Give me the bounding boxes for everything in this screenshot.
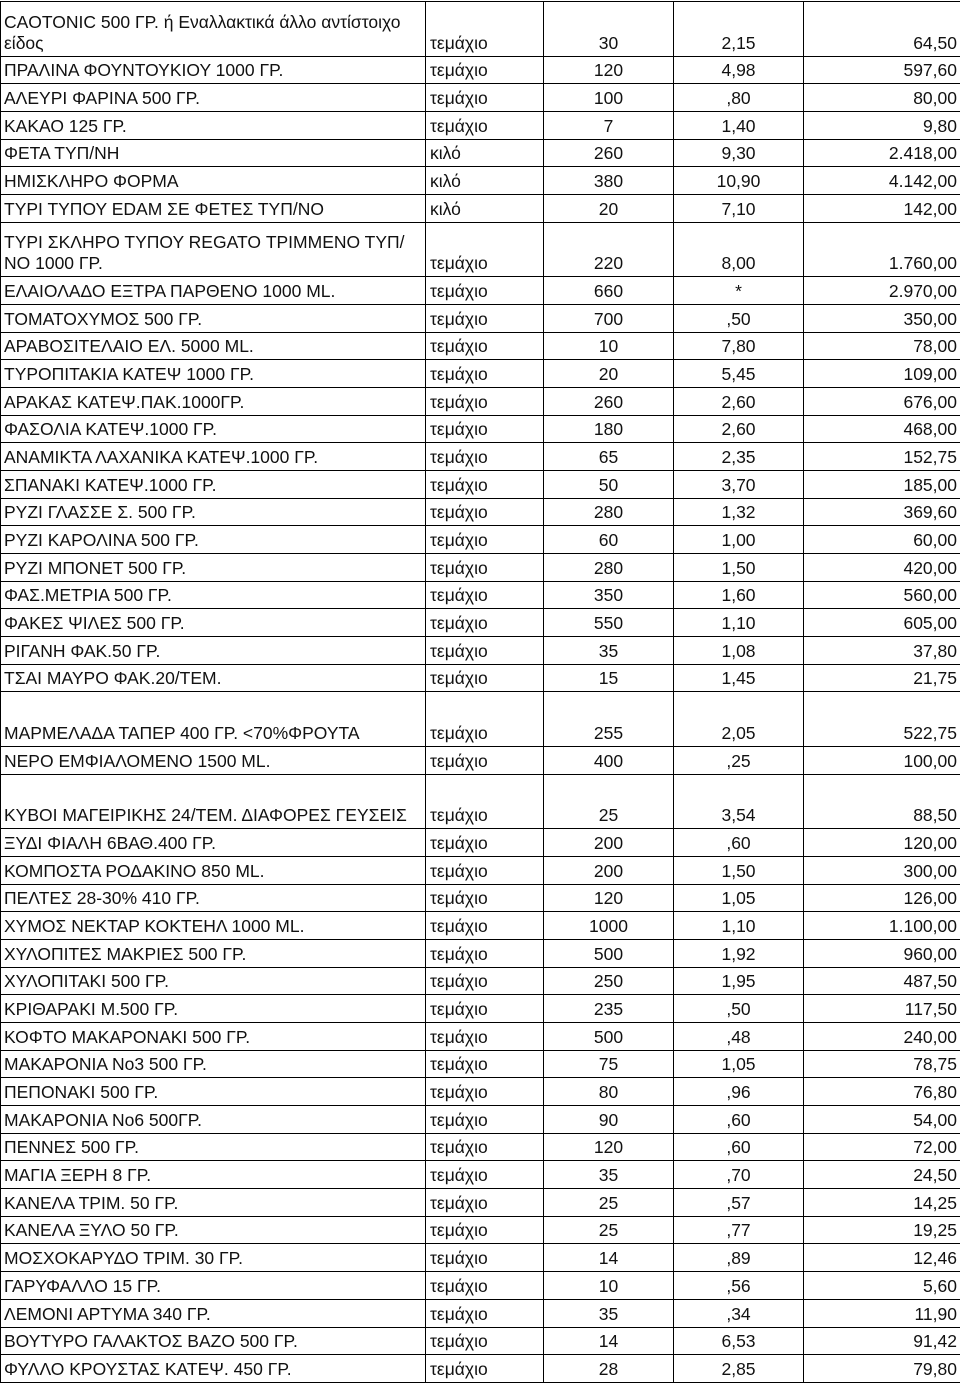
table-row	[1, 1244, 960, 1272]
table-row	[1, 554, 960, 582]
item-unit: τεμάχιο	[426, 443, 544, 471]
table-row	[1, 1327, 960, 1355]
item-description: ΗΜΙΣΚΛΗΡΟ ΦΟΡΜΑ	[1, 167, 426, 195]
item-unit: τεμάχιο	[426, 554, 544, 582]
item-total: 152,75	[804, 443, 960, 471]
item-quantity: 30	[544, 2, 674, 57]
item-total: 1.760,00	[804, 222, 960, 277]
table-row	[1, 222, 960, 277]
item-unit: τεμάχιο	[426, 912, 544, 940]
item-unit: τεμάχιο	[426, 1189, 544, 1217]
table-row	[1, 111, 960, 139]
table-row	[1, 637, 960, 665]
item-quantity: 60	[544, 526, 674, 554]
item-quantity: 500	[544, 939, 674, 967]
item-quantity: 180	[544, 415, 674, 443]
table-row	[1, 139, 960, 167]
item-total: 5,60	[804, 1272, 960, 1300]
item-unit-price: ,25	[674, 746, 804, 774]
item-quantity: 75	[544, 1050, 674, 1078]
item-unit-price: ,89	[674, 1244, 804, 1272]
item-unit-price: ,80	[674, 84, 804, 112]
item-quantity: 550	[544, 609, 674, 637]
item-quantity: 7	[544, 111, 674, 139]
item-unit-price: 1,92	[674, 939, 804, 967]
item-description: ΠΕΛΤΕΣ 28-30% 410 ΓΡ.	[1, 884, 426, 912]
item-unit: τεμάχιο	[426, 56, 544, 84]
item-unit: τεμάχιο	[426, 222, 544, 277]
item-description: ΤΥΡΙ ΤΥΠΟΥ EDAM ΣΕ ΦΕΤΕΣ ΤΥΠ/ΝΟ	[1, 194, 426, 222]
table-row	[1, 332, 960, 360]
item-unit-price: ,48	[674, 1022, 804, 1050]
item-quantity: 14	[544, 1244, 674, 1272]
item-description: ΕΛΑΙΟΛΑΔΟ ΕΞΤΡΑ ΠΑΡΘΕΝΟ 1000 ML.	[1, 277, 426, 305]
table-row	[1, 1161, 960, 1189]
item-description: ΑΡΑΒΟΣΙΤΕΛΑΙΟ ΕΛ. 5000 ML.	[1, 332, 426, 360]
item-description: ΦΕΤΑ ΤΥΠ/ΝΗ	[1, 139, 426, 167]
item-unit: τεμάχιο	[426, 470, 544, 498]
item-unit: τεμάχιο	[426, 1244, 544, 1272]
item-unit-price: ,77	[674, 1216, 804, 1244]
item-unit-price: ,57	[674, 1189, 804, 1217]
item-unit-price: 2,60	[674, 387, 804, 415]
table-row	[1, 664, 960, 692]
item-quantity: 15	[544, 664, 674, 692]
item-description: ΚΡΙΘΑΡΑΚΙ Μ.500 ΓΡ.	[1, 995, 426, 1023]
item-description: ΚΥΒΟΙ ΜΑΓΕΙΡΙΚΗΣ 24/ΤΕΜ. ΔΙΑΦΟΡΕΣ ΓΕΥΣΕΙΣ	[1, 774, 426, 829]
item-description: ΧΥΛΟΠΙΤΑΚΙ 500 ΓΡ.	[1, 967, 426, 995]
table-row	[1, 939, 960, 967]
item-unit: κιλό	[426, 139, 544, 167]
item-quantity: 280	[544, 498, 674, 526]
item-description: ΚΑΝΕΛΑ ΞΥΛΟ 50 ΓΡ.	[1, 1216, 426, 1244]
table-row	[1, 1133, 960, 1161]
item-unit: τεμάχιο	[426, 856, 544, 884]
table-row	[1, 856, 960, 884]
item-quantity: 660	[544, 277, 674, 305]
item-unit: τεμάχιο	[426, 884, 544, 912]
item-unit-price: ,56	[674, 1272, 804, 1300]
item-unit: τεμάχιο	[426, 1161, 544, 1189]
item-description: ΡΥΖΙ ΓΛΑΣΣΕ Σ. 500 ΓΡ.	[1, 498, 426, 526]
table-row	[1, 56, 960, 84]
item-unit: τεμάχιο	[426, 360, 544, 388]
item-total: 54,00	[804, 1106, 960, 1134]
item-unit-price: ,60	[674, 1133, 804, 1161]
item-description: ΧΥΛΟΠΙΤΕΣ ΜΑΚΡΙΕΣ 500 ΓΡ.	[1, 939, 426, 967]
item-description: ΠΕΝΝΕΣ 500 ΓΡ.	[1, 1133, 426, 1161]
item-unit: τεμάχιο	[426, 609, 544, 637]
item-total: 64,50	[804, 2, 960, 57]
table-row	[1, 1022, 960, 1050]
table-row	[1, 1272, 960, 1300]
item-description: ΠΕΠΟΝΑΚΙ 500 ΓΡ.	[1, 1078, 426, 1106]
item-description: ΚΑΚΑΟ 125 ΓΡ.	[1, 111, 426, 139]
item-unit: τεμάχιο	[426, 967, 544, 995]
table-row	[1, 995, 960, 1023]
table-row	[1, 387, 960, 415]
item-quantity: 400	[544, 746, 674, 774]
item-quantity: 50	[544, 470, 674, 498]
item-unit-price: ,96	[674, 1078, 804, 1106]
table-row	[1, 498, 960, 526]
table-row	[1, 526, 960, 554]
item-unit: κιλό	[426, 194, 544, 222]
item-unit-price: 1,60	[674, 581, 804, 609]
item-unit: τεμάχιο	[426, 995, 544, 1023]
item-total: 240,00	[804, 1022, 960, 1050]
table-row	[1, 167, 960, 195]
item-quantity: 250	[544, 967, 674, 995]
item-unit: τεμάχιο	[426, 692, 544, 747]
item-total: 2.418,00	[804, 139, 960, 167]
item-total: 88,50	[804, 774, 960, 829]
item-unit: τεμάχιο	[426, 526, 544, 554]
item-quantity: 120	[544, 56, 674, 84]
item-unit-price: 2,85	[674, 1355, 804, 1383]
item-description: ΚΟΦΤΟ ΜΑΚΑΡΟΝΑΚΙ 500 ΓΡ.	[1, 1022, 426, 1050]
item-quantity: 120	[544, 884, 674, 912]
item-unit-price: 7,10	[674, 194, 804, 222]
item-description: ΤΣΑΙ ΜΑΥΡΟ ΦΑΚ.20/ΤΕΜ.	[1, 664, 426, 692]
item-quantity: 260	[544, 387, 674, 415]
item-total: 109,00	[804, 360, 960, 388]
item-quantity: 200	[544, 829, 674, 857]
item-description: ΛΕΜΟΝΙ ΑΡΤΥΜΑ 340 ΓΡ.	[1, 1299, 426, 1327]
item-unit: τεμάχιο	[426, 1022, 544, 1050]
item-unit: τεμάχιο	[426, 498, 544, 526]
item-total: 78,75	[804, 1050, 960, 1078]
item-description: ΡΥΖΙ ΚΑΡΟΛΙΝΑ 500 ΓΡ.	[1, 526, 426, 554]
item-total: 14,25	[804, 1189, 960, 1217]
item-quantity: 200	[544, 856, 674, 884]
item-quantity: 25	[544, 1189, 674, 1217]
item-description: ΑΡΑΚΑΣ ΚΑΤΕΨ.ΠΑΚ.1000ΓΡ.	[1, 387, 426, 415]
item-total: 80,00	[804, 84, 960, 112]
table-row	[1, 1299, 960, 1327]
item-unit: τεμάχιο	[426, 1050, 544, 1078]
item-unit-price: 2,05	[674, 692, 804, 747]
item-total: 24,50	[804, 1161, 960, 1189]
item-total: 605,00	[804, 609, 960, 637]
items-table-body	[1, 2, 960, 1383]
item-unit: τεμάχιο	[426, 774, 544, 829]
item-quantity: 255	[544, 692, 674, 747]
item-quantity: 500	[544, 1022, 674, 1050]
item-unit-price: 10,90	[674, 167, 804, 195]
item-quantity: 700	[544, 304, 674, 332]
item-unit-price: 4,98	[674, 56, 804, 84]
item-unit-price: 5,45	[674, 360, 804, 388]
item-total: 350,00	[804, 304, 960, 332]
item-total: 1.100,00	[804, 912, 960, 940]
table-row	[1, 746, 960, 774]
item-unit-price: 1,10	[674, 609, 804, 637]
item-unit-price: 1,05	[674, 1050, 804, 1078]
item-quantity: 35	[544, 637, 674, 665]
items-table	[0, 1, 960, 1383]
item-description: ΑΛΕΥΡΙ ΦΑΡΙΝΑ 500 ΓΡ.	[1, 84, 426, 112]
item-total: 21,75	[804, 664, 960, 692]
item-description: ΜΟΣΧΟΚΑΡΥΔΟ ΤΡΙΜ. 30 ΓΡ.	[1, 1244, 426, 1272]
item-description: ΒΟΥΤΥΡΟ ΓΑΛΑΚΤΟΣ ΒΑΖΟ 500 ΓΡ.	[1, 1327, 426, 1355]
item-description: ΜΑΓΙΑ ΞΕΡΗ 8 ΓΡ.	[1, 1161, 426, 1189]
item-unit: τεμάχιο	[426, 1272, 544, 1300]
item-unit: τεμάχιο	[426, 746, 544, 774]
item-unit: τεμάχιο	[426, 581, 544, 609]
item-quantity: 100	[544, 84, 674, 112]
item-unit: τεμάχιο	[426, 637, 544, 665]
item-quantity: 120	[544, 1133, 674, 1161]
item-unit: τεμάχιο	[426, 1327, 544, 1355]
item-total: 9,80	[804, 111, 960, 139]
table-row	[1, 581, 960, 609]
item-total: 11,90	[804, 1299, 960, 1327]
item-quantity: 220	[544, 222, 674, 277]
item-unit-price: ,70	[674, 1161, 804, 1189]
item-unit-price: 2,60	[674, 415, 804, 443]
item-unit: τεμάχιο	[426, 84, 544, 112]
item-total: 300,00	[804, 856, 960, 884]
item-description: ΦΑΣ.ΜΕΤΡΙΑ 500 ΓΡ.	[1, 581, 426, 609]
item-total: 522,75	[804, 692, 960, 747]
item-description: ΧΥΜΟΣ ΝΕΚΤΑΡ ΚΟΚΤΕΗΛ 1000 ML.	[1, 912, 426, 940]
item-description: ΜΑΚΑΡΟΝΙΑ Νο3 500 ΓΡ.	[1, 1050, 426, 1078]
item-unit-price: 1,50	[674, 554, 804, 582]
item-quantity: 10	[544, 1272, 674, 1300]
item-total: 420,00	[804, 554, 960, 582]
item-unit-price: 1,45	[674, 664, 804, 692]
table-row	[1, 774, 960, 829]
table-row	[1, 1078, 960, 1106]
table-row	[1, 2, 960, 57]
item-unit: τεμάχιο	[426, 664, 544, 692]
item-total: 60,00	[804, 526, 960, 554]
item-total: 369,60	[804, 498, 960, 526]
item-description: ΦΑΚΕΣ ΨΙΛΕΣ 500 ΓΡ.	[1, 609, 426, 637]
item-unit-price: 2,35	[674, 443, 804, 471]
item-quantity: 260	[544, 139, 674, 167]
item-description: ΣΠΑΝΑΚΙ ΚΑΤΕΨ.1000 ΓΡ.	[1, 470, 426, 498]
item-total: 37,80	[804, 637, 960, 665]
item-unit: τεμάχιο	[426, 387, 544, 415]
table-row	[1, 1216, 960, 1244]
item-description: ΦΑΣΟΛΙΑ ΚΑΤΕΨ.1000 ΓΡ.	[1, 415, 426, 443]
item-unit: τεμάχιο	[426, 939, 544, 967]
item-description: ΚΑΝΕΛΑ ΤΡΙΜ. 50 ΓΡ.	[1, 1189, 426, 1217]
item-description: ΝΕΡΟ ΕΜΦΙΑΛΟΜΕΝΟ 1500 ML.	[1, 746, 426, 774]
item-quantity: 35	[544, 1161, 674, 1189]
table-row	[1, 1355, 960, 1383]
item-unit: τεμάχιο	[426, 829, 544, 857]
item-unit-price: *	[674, 277, 804, 305]
item-unit: τεμάχιο	[426, 332, 544, 360]
item-quantity: 350	[544, 581, 674, 609]
table-row	[1, 692, 960, 747]
item-unit: κιλό	[426, 167, 544, 195]
item-unit-price: 8,00	[674, 222, 804, 277]
item-unit-price: 1,10	[674, 912, 804, 940]
item-total: 126,00	[804, 884, 960, 912]
item-description: ΑΝΑΜΙΚΤΑ ΛΑΧΑΝΙΚΑ ΚΑΤΕΨ.1000 ΓΡ.	[1, 443, 426, 471]
item-unit-price: ,60	[674, 1106, 804, 1134]
table-row	[1, 304, 960, 332]
item-unit: τεμάχιο	[426, 1133, 544, 1161]
item-unit-price: 1,40	[674, 111, 804, 139]
item-unit: τεμάχιο	[426, 1078, 544, 1106]
item-unit: τεμάχιο	[426, 1106, 544, 1134]
item-unit: τεμάχιο	[426, 111, 544, 139]
item-unit-price: 3,54	[674, 774, 804, 829]
item-description: ΤΥΡΟΠΙΤΑΚΙΑ ΚΑΤΕΨ 1000 ΓΡ.	[1, 360, 426, 388]
table-row	[1, 912, 960, 940]
item-total: 120,00	[804, 829, 960, 857]
table-row	[1, 829, 960, 857]
item-unit-price: 1,95	[674, 967, 804, 995]
item-unit-price: 1,32	[674, 498, 804, 526]
item-quantity: 1000	[544, 912, 674, 940]
item-unit-price: 3,70	[674, 470, 804, 498]
table-row	[1, 360, 960, 388]
item-quantity: 20	[544, 360, 674, 388]
item-unit-price: 2,15	[674, 2, 804, 57]
item-total: 78,00	[804, 332, 960, 360]
item-unit-price: 7,80	[674, 332, 804, 360]
item-total: 468,00	[804, 415, 960, 443]
item-total: 676,00	[804, 387, 960, 415]
item-quantity: 14	[544, 1327, 674, 1355]
item-description: ΜΑΚΑΡΟΝΙΑ Νο6 500ΓΡ.	[1, 1106, 426, 1134]
table-row	[1, 415, 960, 443]
item-quantity: 280	[544, 554, 674, 582]
item-description: CAOTONIC 500 ΓΡ. ή Εναλλακτικά άλλο αντίστοιχο είδος	[1, 2, 426, 57]
table-row	[1, 1106, 960, 1134]
item-description: ΦΥΛΛΟ ΚΡΟΥΣΤΑΣ ΚΑΤΕΨ. 450 ΓΡ.	[1, 1355, 426, 1383]
item-description: ΠΡΑΛΙΝΑ ΦΟΥΝΤΟΥΚΙΟΥ 1000 ΓΡ.	[1, 56, 426, 84]
item-quantity: 25	[544, 774, 674, 829]
item-total: 560,00	[804, 581, 960, 609]
item-description: ΓΑΡΥΦΑΛΛΟ 15 ΓΡ.	[1, 1272, 426, 1300]
item-unit-price: ,60	[674, 829, 804, 857]
item-unit: τεμάχιο	[426, 1299, 544, 1327]
item-quantity: 90	[544, 1106, 674, 1134]
item-unit: τεμάχιο	[426, 1355, 544, 1383]
item-total: 142,00	[804, 194, 960, 222]
item-total: 185,00	[804, 470, 960, 498]
item-total: 76,80	[804, 1078, 960, 1106]
item-total: 12,46	[804, 1244, 960, 1272]
item-total: 597,60	[804, 56, 960, 84]
item-quantity: 20	[544, 194, 674, 222]
item-unit: τεμάχιο	[426, 277, 544, 305]
item-quantity: 10	[544, 332, 674, 360]
table-row	[1, 609, 960, 637]
item-unit-price: 1,05	[674, 884, 804, 912]
table-row	[1, 967, 960, 995]
item-quantity: 25	[544, 1216, 674, 1244]
item-unit-price: 1,00	[674, 526, 804, 554]
table-row	[1, 1189, 960, 1217]
item-total: 960,00	[804, 939, 960, 967]
item-description: ΜΑΡΜΕΛΑΔΑ ΤΑΠΕΡ 400 ΓΡ. <70%ΦΡΟΥΤΑ	[1, 692, 426, 747]
item-unit-price: ,50	[674, 995, 804, 1023]
table-row	[1, 443, 960, 471]
item-unit-price: ,34	[674, 1299, 804, 1327]
item-unit: τεμάχιο	[426, 304, 544, 332]
item-quantity: 380	[544, 167, 674, 195]
item-total: 2.970,00	[804, 277, 960, 305]
item-total: 100,00	[804, 746, 960, 774]
item-unit-price: ,50	[674, 304, 804, 332]
item-total: 72,00	[804, 1133, 960, 1161]
item-unit: τεμάχιο	[426, 2, 544, 57]
item-total: 91,42	[804, 1327, 960, 1355]
item-description: ΡΥΖΙ ΜΠΟΝΕΤ 500 ΓΡ.	[1, 554, 426, 582]
item-quantity: 35	[544, 1299, 674, 1327]
item-quantity: 80	[544, 1078, 674, 1106]
item-unit-price: 1,08	[674, 637, 804, 665]
item-unit-price: 6,53	[674, 1327, 804, 1355]
item-description: ΞΥΔΙ ΦΙΑΛΗ 6ΒΑΘ.400 ΓΡ.	[1, 829, 426, 857]
table-row	[1, 470, 960, 498]
item-unit: τεμάχιο	[426, 1216, 544, 1244]
table-row	[1, 84, 960, 112]
item-quantity: 235	[544, 995, 674, 1023]
item-total: 487,50	[804, 967, 960, 995]
item-total: 19,25	[804, 1216, 960, 1244]
item-unit-price: 9,30	[674, 139, 804, 167]
item-unit-price: 1,50	[674, 856, 804, 884]
item-description: ΤΥΡΙ ΣΚΛΗΡΟ ΤΥΠΟΥ REGATO ΤΡΙΜΜΕΝΟ ΤΥΠ/ΝΟ 1000 ΓΡ.	[1, 222, 426, 277]
table-row	[1, 277, 960, 305]
table-row	[1, 1050, 960, 1078]
item-total: 4.142,00	[804, 167, 960, 195]
item-quantity: 65	[544, 443, 674, 471]
item-total: 79,80	[804, 1355, 960, 1383]
table-row	[1, 194, 960, 222]
item-total: 117,50	[804, 995, 960, 1023]
item-description: ΡΙΓΑΝΗ ΦΑΚ.50 ΓΡ.	[1, 637, 426, 665]
item-quantity: 28	[544, 1355, 674, 1383]
table-row	[1, 884, 960, 912]
item-description: ΤΟΜΑΤΟΧΥΜΟΣ 500 ΓΡ.	[1, 304, 426, 332]
item-unit: τεμάχιο	[426, 415, 544, 443]
item-description: ΚΟΜΠΟΣΤΑ ΡΟΔΑΚΙΝΟ 850 ML.	[1, 856, 426, 884]
